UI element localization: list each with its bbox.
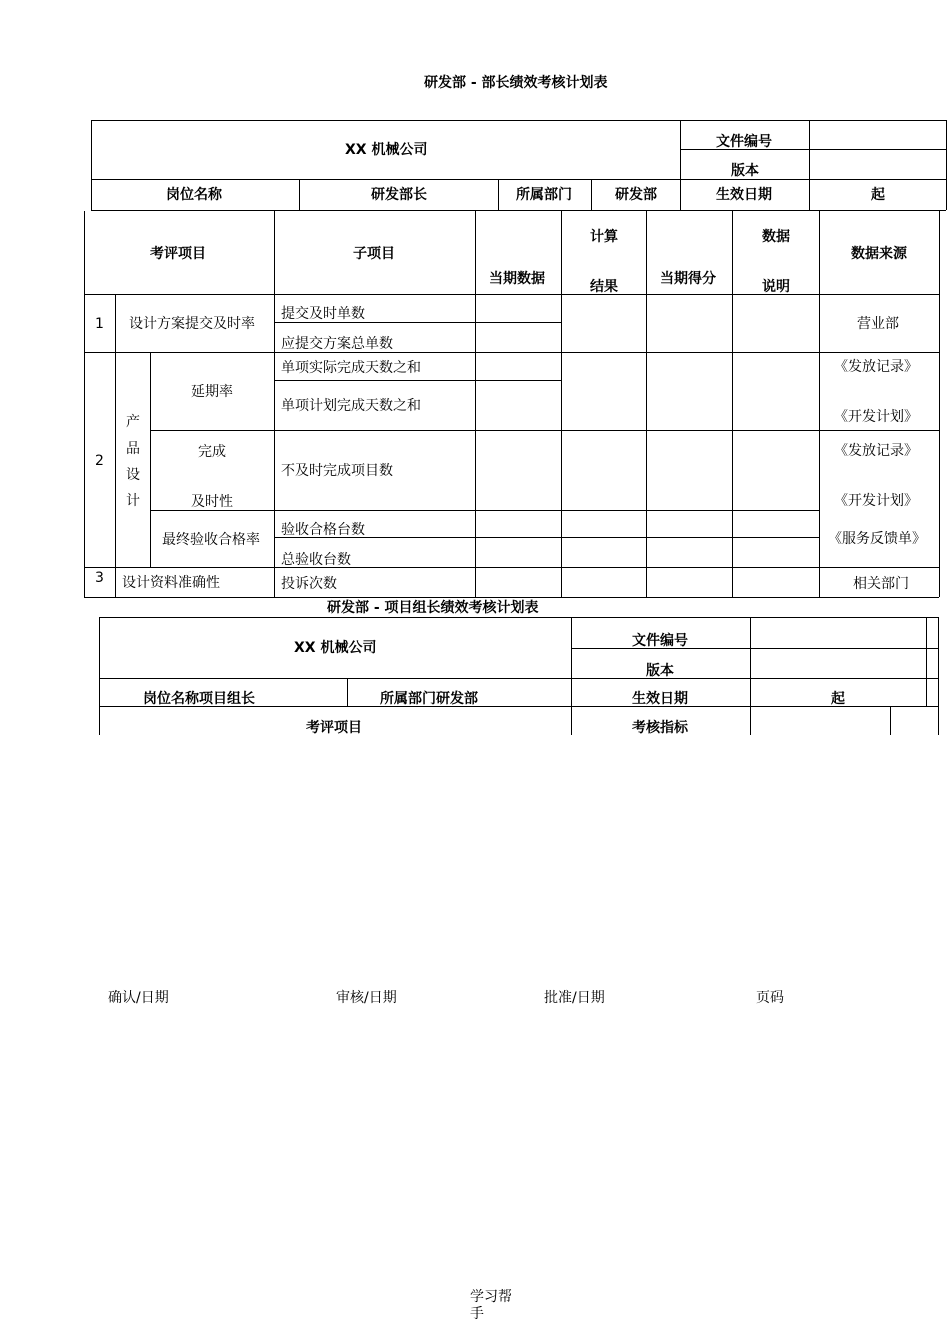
col-subitem-header: 子项目 (353, 246, 395, 262)
plan1-dept-label: 所属部门 (516, 187, 572, 203)
plan1-company: XX 机械公司 (345, 142, 428, 158)
row2a-source-1: 《发放记录》 (834, 359, 918, 375)
footer-line-1: 学习帮 (470, 1289, 512, 1305)
plan1-effective-label: 生效日期 (716, 187, 772, 203)
row3-item: 设计资料准确性 (122, 575, 220, 591)
plan2-version-label: 版本 (646, 663, 674, 679)
row2b-item-top: 完成 (198, 444, 226, 460)
plan2-doc-no-label: 文件编号 (632, 633, 688, 649)
row1-number: 1 (95, 316, 104, 332)
col-note-header-bottom: 说明 (762, 279, 790, 295)
row2a-subitem-2: 单项计划完成天数之和 (281, 398, 421, 414)
plan1-dept: 研发部 (615, 187, 657, 203)
footer-line-2: 手 (470, 1306, 484, 1322)
plan1-title: 研发部 - 部长绩效考核计划表 (424, 75, 608, 91)
plan1-post-name: 研发部长 (371, 187, 427, 203)
plan2-indicator-header: 考核指标 (632, 720, 688, 736)
plan2-effective-label: 生效日期 (632, 691, 688, 707)
signoff-page: 页码 (756, 990, 784, 1006)
plan1-version-label: 版本 (731, 163, 759, 179)
plan2-title: 研发部 - 项目组长绩效考核计划表 (327, 600, 539, 616)
row2a-source-2: 《开发计划》 (834, 409, 918, 425)
row2-number: 2 (95, 453, 104, 469)
row3-source: 相关部门 (853, 576, 909, 592)
plan1-effective-value: 起 (871, 187, 885, 203)
row2a-subitem-1: 单项实际完成天数之和 (281, 360, 421, 376)
signoff-confirm: 确认/日期 (108, 990, 169, 1006)
plan1-doc-no-label: 文件编号 (716, 134, 772, 150)
row2a-item: 延期率 (191, 384, 233, 400)
row2c-source: 《服务反馈单》 (828, 531, 926, 547)
plan2-item-header: 考评项目 (306, 720, 362, 736)
col-score-header: 当期得分 (660, 271, 716, 287)
col-calc-header-bottom: 结果 (590, 279, 618, 295)
col-source-header: 数据来源 (851, 246, 907, 262)
plan1-post-name-label: 岗位名称 (166, 187, 222, 203)
plan2-company: XX 机械公司 (294, 640, 377, 656)
plan2-post-label: 岗位名称项目组长 (143, 691, 255, 707)
row2-group-char-2: 品 (126, 441, 140, 457)
signoff-review: 审核/日期 (336, 990, 397, 1006)
col-calc-header-top: 计算 (590, 229, 618, 245)
row2b-item-bottom: 及时性 (191, 494, 233, 510)
row2b-source-1: 《发放记录》 (834, 443, 918, 459)
row1-subitem-1: 提交及时单数 (281, 306, 365, 322)
row1-source: 营业部 (857, 316, 899, 332)
col-note-header-top: 数据 (762, 229, 790, 245)
row2b-source-2: 《开发计划》 (834, 493, 918, 509)
row2-group-char-1: 产 (126, 414, 140, 430)
signoff-approve: 批准/日期 (544, 990, 605, 1006)
row2c-item: 最终验收合格率 (162, 532, 260, 548)
col-item-header: 考评项目 (150, 246, 206, 262)
row1-item: 设计方案提交及时率 (129, 316, 255, 332)
col-current-data-header: 当期数据 (489, 271, 545, 287)
row2-group-char-4: 计 (126, 493, 140, 509)
row2-group-char-3: 设 (126, 467, 140, 483)
plan2-effective-value: 起 (831, 691, 845, 707)
row2c-subitem-1: 验收合格台数 (281, 522, 365, 538)
row3-subitem: 投诉次数 (281, 576, 337, 592)
row3-number: 3 (95, 570, 104, 586)
row2c-subitem-2: 总验收台数 (281, 552, 351, 568)
row1-subitem-2: 应提交方案总单数 (281, 336, 393, 352)
plan2-dept-label: 所属部门研发部 (380, 691, 478, 707)
row2b-subitem: 不及时完成项目数 (281, 463, 393, 479)
